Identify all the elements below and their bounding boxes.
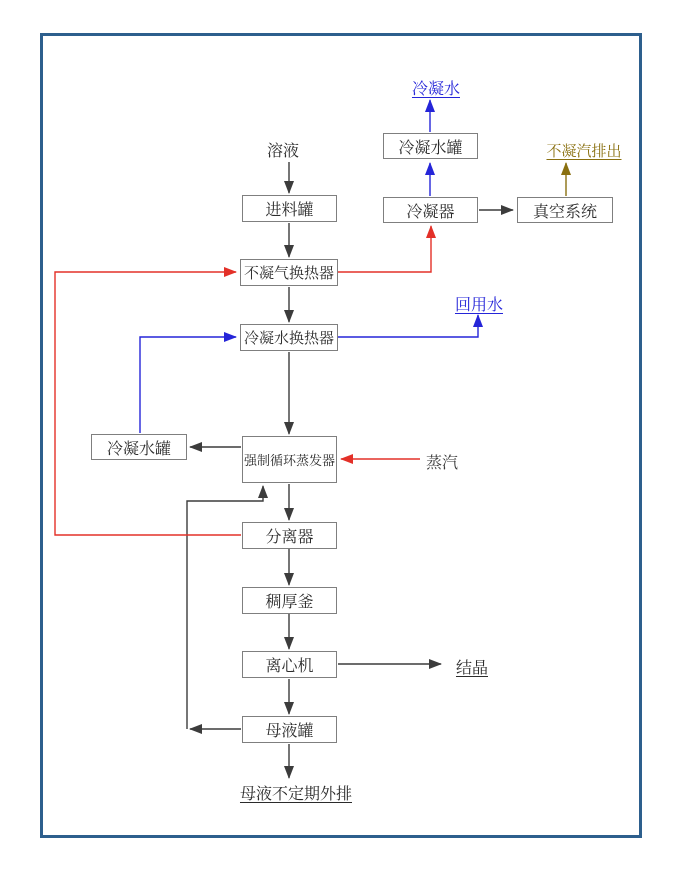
- label-ncg-discharge: 不凝汽排出: [546, 142, 622, 160]
- node-vacuum-system: 真空系统: [517, 197, 613, 223]
- label-steam-in: 蒸汽: [425, 453, 458, 472]
- label-mother-liquor-discharge: 母液不定期外排: [239, 784, 352, 803]
- label-condensate-out: 冷凝水: [411, 79, 460, 98]
- node-feed-tank: 进料罐: [242, 195, 337, 222]
- node-condensate-tank-left: 冷凝水罐: [91, 434, 187, 460]
- arrow-condensate-tank-left-to-condensate-hx: [140, 337, 236, 433]
- node-evaporator: 强制循环蒸发器: [242, 436, 337, 483]
- arrow-separator-vapor-to-ncg-hx: [55, 272, 241, 535]
- label-crystal-out: 结晶: [455, 658, 488, 677]
- node-thickening-kettle: 稠厚釜: [242, 587, 337, 614]
- arrow-condensate-hx-to-reuse-water: [338, 315, 478, 337]
- node-separator: 分离器: [242, 522, 337, 549]
- label-reuse-water: 回用水: [454, 295, 503, 314]
- node-condensate-tank-top: 冷凝水罐: [383, 133, 478, 159]
- arrow-ncg-hx-to-condenser: [338, 226, 431, 272]
- node-centrifuge: 离心机: [242, 651, 337, 678]
- node-condenser: 冷凝器: [383, 197, 478, 223]
- node-mother-liquor-tank: 母液罐: [242, 716, 337, 743]
- node-condensate-heat-exchanger: 冷凝水换热器: [240, 324, 338, 351]
- node-ncg-heat-exchanger: 不凝气换热器: [240, 259, 338, 286]
- label-solution-in: 溶液: [266, 141, 299, 160]
